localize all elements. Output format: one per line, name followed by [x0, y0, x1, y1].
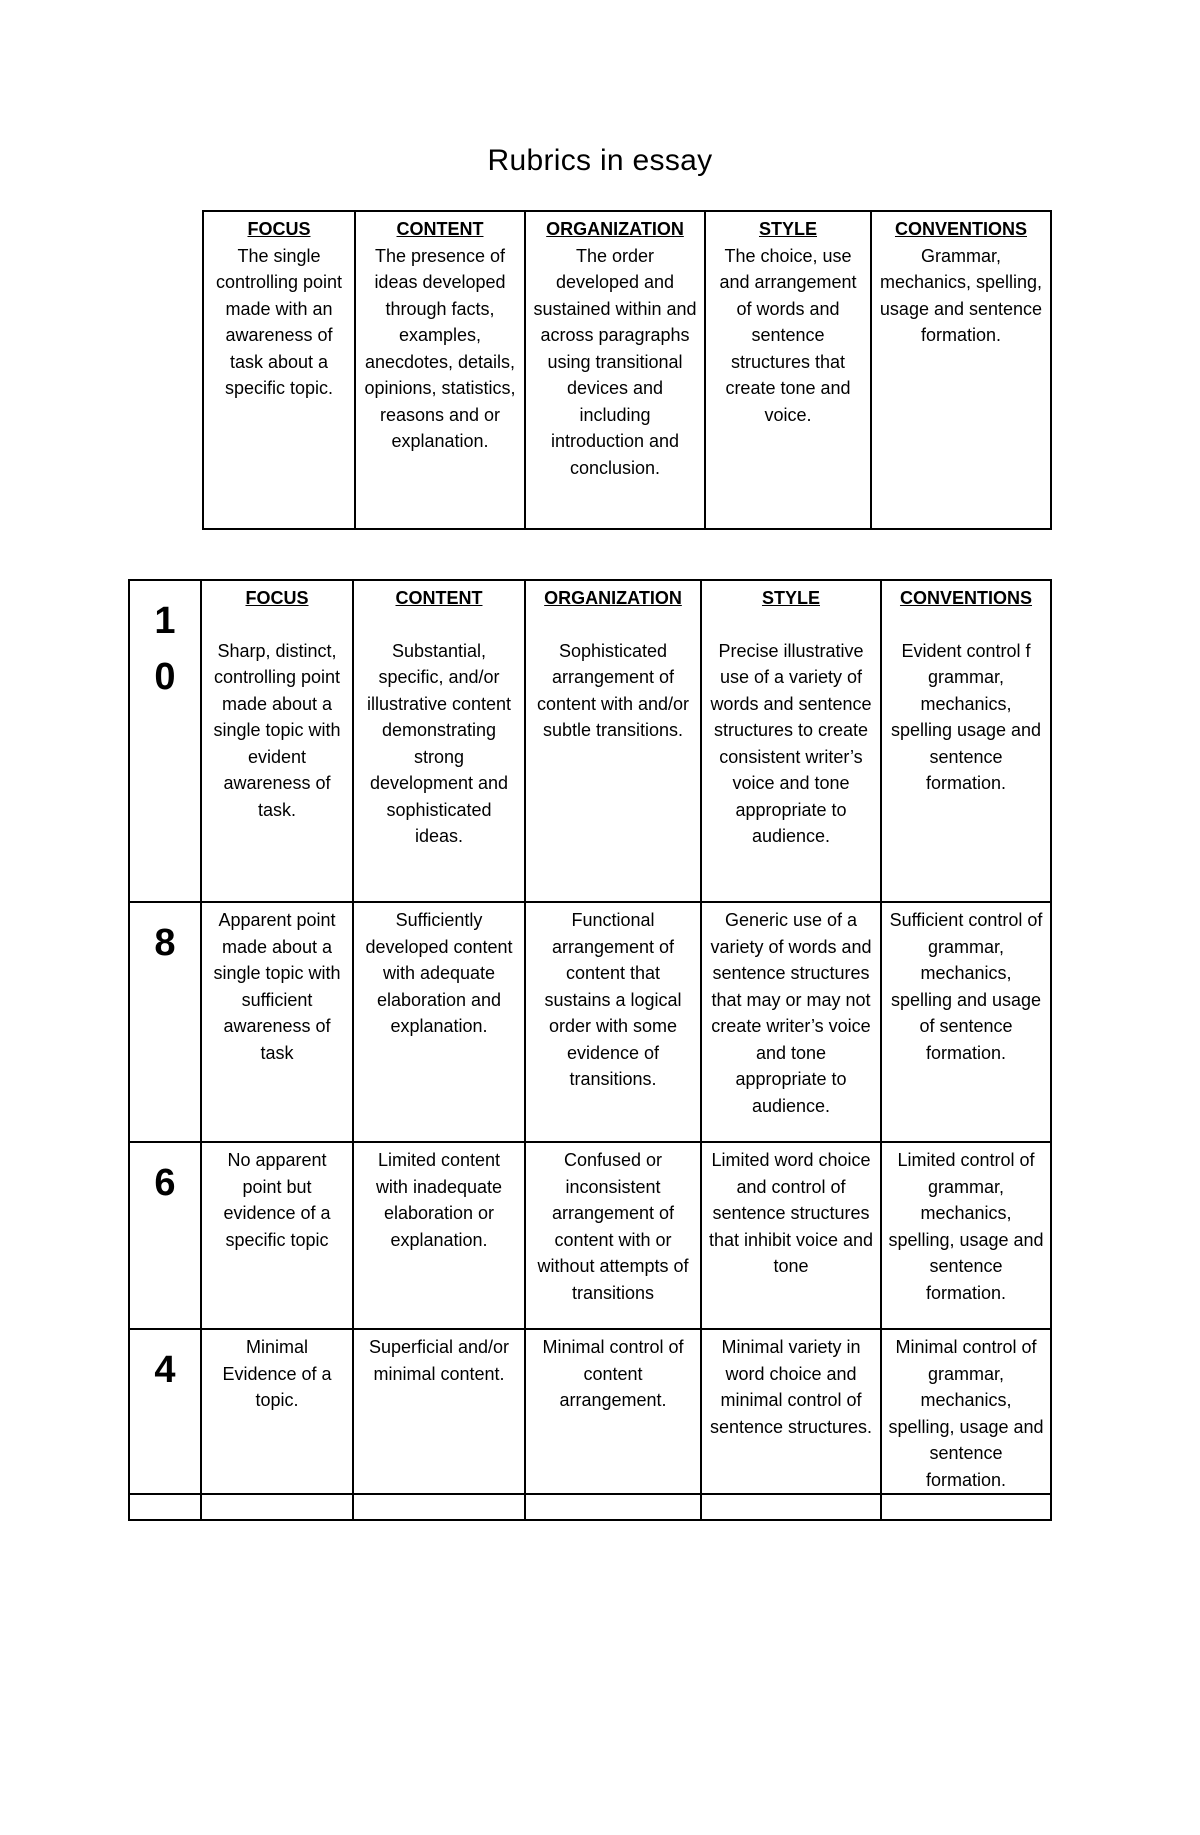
rubric-text: Sophisticated arrangement of content with and/or subtle transitions.	[536, 640, 690, 740]
rubric-cell-style: Limited word choice and control of sentence structures that inhibit voice and tone	[701, 1142, 881, 1329]
rubric-cell-style: Minimal variety in word choice and minimal control of sentence structures.	[701, 1329, 881, 1494]
rubric-cell-focus: Minimal Evidence of a topic.	[201, 1329, 353, 1494]
score-cell: 4	[129, 1329, 201, 1494]
rubric-cell-style: Generic use of a variety of words and sentence structures that may or may not create writer’s voice and tone appropriate to audience.	[701, 902, 881, 1142]
rubric-cell-focus	[201, 580, 353, 902]
definition-cell-focus	[203, 211, 355, 529]
rubric-row-6	[129, 1142, 1051, 1329]
rubric-table	[128, 579, 1052, 1521]
column-header: ORGANIZATION	[544, 588, 682, 608]
rubric-cell-conventions: Sufficient control of grammar, mechanics, spelling and usage of sentence formation.	[881, 902, 1051, 1142]
empty-cell	[129, 1494, 201, 1520]
definition-cell-style	[705, 211, 871, 529]
column-header: CONTENT	[396, 219, 484, 239]
definition-cell-content	[355, 211, 525, 529]
score-digit: 0	[154, 656, 176, 698]
score-digit: 1	[154, 600, 176, 642]
column-header: CONVENTIONS	[894, 219, 1027, 239]
rubric-cell-conventions: Minimal control of grammar, mechanics, spelling, usage and sentence formation.	[881, 1329, 1051, 1494]
rubric-row-empty	[129, 1494, 1051, 1520]
rubric-cell-organization: Confused or inconsistent arrangement of content with or without attempts of transitions	[525, 1142, 701, 1329]
rubric-text: Evident control f grammar, mechanics, spelling usage and sentence formation.	[890, 640, 1042, 793]
rubric-cell-organization: Minimal control of content arrangement.	[525, 1329, 701, 1494]
definition-text: Grammar, mechanics, spelling, usage and sentence formation.	[879, 245, 1043, 345]
rubric-text: Precise illustrative use of a variety of words and sentence structures to create consistent writer’s voice and tone appropriate to audience.	[710, 640, 872, 846]
rubric-cell-conventions	[881, 580, 1051, 902]
definition-text: The single controlling point made with an awareness of task about a specific topic.	[215, 245, 343, 398]
empty-cell	[201, 1494, 353, 1520]
definitions-table	[202, 210, 1052, 530]
rubric-cell-content	[353, 580, 525, 902]
score-cell: 6	[129, 1142, 201, 1329]
rubric-row-8	[129, 902, 1051, 1142]
rubric-cell-content: Sufficiently developed content with adequate elaboration and explanation.	[353, 902, 525, 1142]
rubric-row-10	[129, 580, 1051, 902]
page-title: Rubrics in essay	[487, 144, 713, 177]
rubric-cell-organization: Functional arrangement of content that sustains a logical order with some evidence of transitions.	[525, 902, 701, 1142]
empty-cell	[701, 1494, 881, 1520]
column-header: ORGANIZATION	[546, 219, 684, 239]
rubric-cell-focus: No apparent point but evidence of a specific topic	[201, 1142, 353, 1329]
rubric-cell-content: Limited content with inadequate elaboration or explanation.	[353, 1142, 525, 1329]
rubric-cell-conventions: Limited control of grammar, mechanics, spelling, usage and sentence formation.	[881, 1142, 1051, 1329]
definition-text: The presence of ideas developed through facts, examples, anecdotes, details, opinions, statistics, reasons and or explanation.	[364, 245, 516, 451]
definition-text: The choice, use and arrangement of words and sentence structures that create tone and voice.	[719, 245, 857, 425]
definition-cell-conventions	[871, 211, 1051, 529]
score-cell: 8	[129, 902, 201, 1142]
empty-cell	[353, 1494, 525, 1520]
rubric-cell-organization	[525, 580, 701, 902]
empty-cell	[881, 1494, 1051, 1520]
column-header: STYLE	[761, 588, 820, 608]
column-header: STYLE	[758, 219, 817, 239]
rubric-text: Substantial, specific, and/or illustrative content demonstrating strong development and sophisticated ideas.	[366, 640, 512, 846]
rubric-row-4	[129, 1329, 1051, 1494]
definitions-row	[203, 211, 1051, 529]
column-header: FOCUS	[245, 588, 309, 608]
column-header: CONTENT	[395, 588, 483, 608]
definition-text: The order developed and sustained within and across paragraphs using transitional devices and including introduction and conclusion.	[533, 245, 697, 478]
column-header: CONVENTIONS	[899, 588, 1032, 608]
empty-cell	[525, 1494, 701, 1520]
column-header: FOCUS	[247, 219, 311, 239]
rubric-cell-content: Superficial and/or minimal content.	[353, 1329, 525, 1494]
rubric-text: Sharp, distinct, controlling point made about a single topic with evident awareness of task.	[213, 640, 341, 820]
rubric-cell-focus: Apparent point made about a single topic with sufficient awareness of task	[201, 902, 353, 1142]
definition-cell-organization	[525, 211, 705, 529]
score-cell	[129, 580, 201, 902]
rubric-cell-style	[701, 580, 881, 902]
